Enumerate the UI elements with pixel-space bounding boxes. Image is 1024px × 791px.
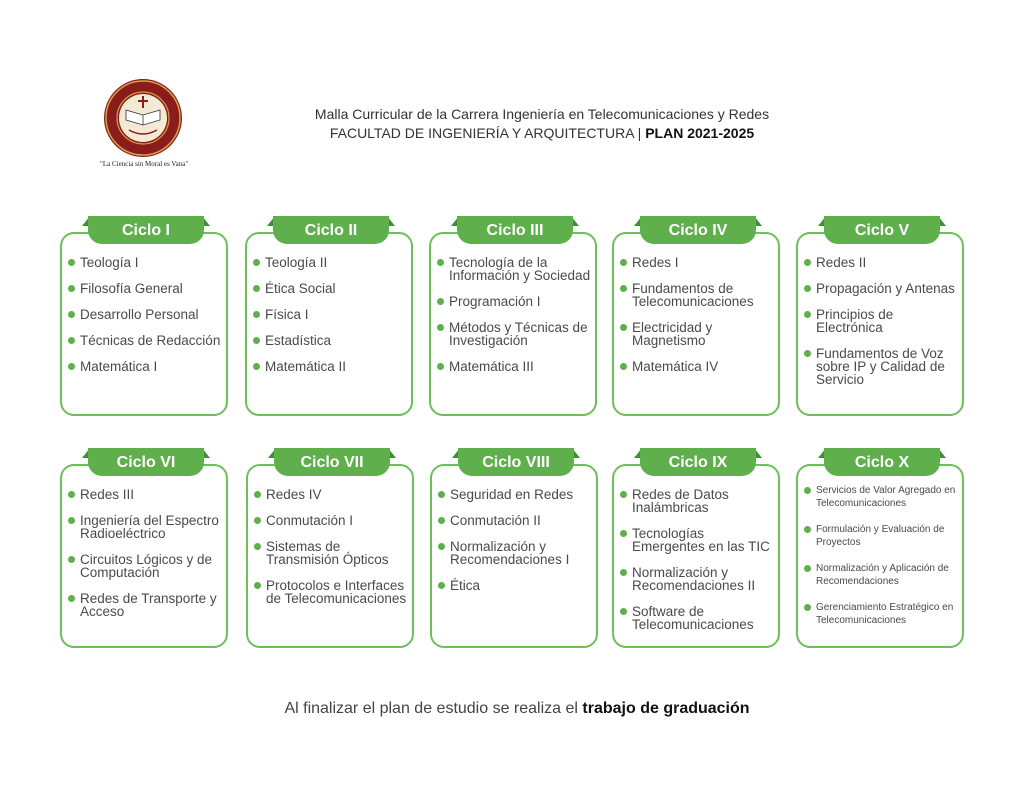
cycle-tab bbox=[820, 448, 944, 478]
subject-item: Normalización y Recomendaciones II bbox=[620, 566, 774, 592]
subject-item: Redes III bbox=[68, 488, 222, 501]
subject-item: Normalización y Aplicación de Recomendaciones bbox=[804, 562, 958, 588]
cycle-box bbox=[796, 222, 964, 416]
subject-item: Métodos y Técnicas de Investigación bbox=[437, 321, 591, 347]
subject-item: Fundamentos de Voz sobre IP y Calidad de Servicio bbox=[804, 347, 958, 386]
cycle-tab bbox=[84, 216, 208, 246]
page-subtitle bbox=[0, 125, 1024, 141]
subject-item: Electricidad y Magnetismo bbox=[620, 321, 774, 347]
subject-item: Teología II bbox=[253, 256, 407, 269]
subject-item: Circuitos Lógicos y de Computación bbox=[68, 553, 222, 579]
subject-list bbox=[254, 488, 408, 618]
subject-item: Estadística bbox=[253, 334, 407, 347]
graduation-work-label: trabajo de graduación bbox=[582, 700, 750, 717]
subject-item: Ética bbox=[438, 579, 592, 592]
cycle-title: Ciclo IV bbox=[640, 216, 756, 244]
cycle-box bbox=[612, 454, 780, 648]
subject-item: Redes II bbox=[804, 256, 958, 269]
subject-item: Conmutación I bbox=[254, 514, 408, 527]
subject-item: Física I bbox=[253, 308, 407, 321]
cycle-box bbox=[245, 222, 413, 416]
subject-item: Matemática IV bbox=[620, 360, 774, 373]
subject-item: Redes de Transporte y Acceso bbox=[68, 592, 222, 618]
cycle-title: Ciclo X bbox=[824, 448, 940, 476]
subject-item: Principios de Electrónica bbox=[804, 308, 958, 334]
cycle-title: Ciclo III bbox=[457, 216, 573, 244]
subject-item: Matemática II bbox=[253, 360, 407, 373]
subject-item: Redes I bbox=[620, 256, 774, 269]
cycle-box bbox=[246, 454, 414, 648]
cycle-box bbox=[796, 454, 964, 648]
subject-item: Matemática III bbox=[437, 360, 591, 373]
subject-list bbox=[68, 256, 222, 386]
cycle-box bbox=[60, 222, 228, 416]
faculty-label: FACULTAD DE INGENIERÍA Y ARQUITECTURA | bbox=[329, 125, 646, 141]
subject-item: Software de Telecomunicaciones bbox=[620, 605, 774, 631]
cycle-tab bbox=[269, 216, 393, 246]
cycle-title: Ciclo VIII bbox=[458, 448, 574, 476]
subject-item: Tecnologías Emergentes en las TIC bbox=[620, 527, 774, 553]
page-title: Malla Curricular de la Carrera Ingeniería en Telecomunicaciones y Redes bbox=[314, 106, 770, 122]
subject-item: Sistemas de Transmisión Ópticos bbox=[254, 540, 408, 566]
cycle-tab bbox=[84, 448, 208, 478]
cycle-tab bbox=[820, 216, 944, 246]
subject-item: Formulación y Evaluación de Proyectos bbox=[804, 523, 958, 549]
subject-item: Desarrollo Personal bbox=[68, 308, 222, 321]
subject-item: Seguridad en Redes bbox=[438, 488, 592, 501]
subject-list bbox=[620, 256, 774, 386]
plan-label: PLAN 2021-2025 bbox=[645, 125, 755, 141]
subject-list bbox=[253, 256, 407, 386]
subject-item: Redes IV bbox=[254, 488, 408, 501]
cycle-title: Ciclo V bbox=[824, 216, 940, 244]
graduation-note bbox=[0, 700, 1024, 718]
subject-item: Ingeniería del Espectro Radioeléctrico bbox=[68, 514, 222, 540]
cycle-tab bbox=[636, 216, 760, 246]
cycle-tab bbox=[453, 216, 577, 246]
cycle-box bbox=[430, 454, 598, 648]
cycle-tab bbox=[454, 448, 578, 478]
graduation-note-prefix: Al finalizar el plan de estudio se realiza el bbox=[284, 700, 583, 717]
cycle-box bbox=[60, 454, 228, 648]
subject-list bbox=[620, 488, 774, 644]
subject-item: Programación I bbox=[437, 295, 591, 308]
subject-item: Fundamentos de Telecomunicaciones bbox=[620, 282, 774, 308]
cycle-title: Ciclo I bbox=[88, 216, 204, 244]
cycle-tab bbox=[636, 448, 760, 478]
cycle-title: Ciclo II bbox=[273, 216, 389, 244]
subject-list bbox=[438, 488, 592, 605]
subject-item: Tecnología de la Información y Sociedad bbox=[437, 256, 591, 282]
subject-item: Conmutación II bbox=[438, 514, 592, 527]
subject-item: Gerenciamiento Estratégico en Telecomunicaciones bbox=[804, 601, 958, 627]
subject-item: Técnicas de Redacción bbox=[68, 334, 222, 347]
subject-item: Servicios de Valor Agregado en Telecomunicaciones bbox=[804, 484, 958, 510]
subject-item: Filosofía General bbox=[68, 282, 222, 295]
subject-item: Ética Social bbox=[253, 282, 407, 295]
university-motto: "La Ciencia sin Moral es Vana" bbox=[100, 160, 189, 168]
cycle-box bbox=[429, 222, 597, 416]
subject-item: Teología I bbox=[68, 256, 222, 269]
cycle-tab bbox=[270, 448, 394, 478]
subject-item: Protocolos e Interfaces de Telecomunicaciones bbox=[254, 579, 408, 605]
subject-item: Propagación y Antenas bbox=[804, 282, 958, 295]
subject-list bbox=[804, 484, 958, 640]
subject-item: Redes de Datos Inalámbricas bbox=[620, 488, 774, 514]
subject-item: Normalización y Recomendaciones I bbox=[438, 540, 592, 566]
subject-list bbox=[437, 256, 591, 386]
cycle-box bbox=[612, 222, 780, 416]
university-logo bbox=[100, 78, 189, 168]
subject-list bbox=[804, 256, 958, 399]
subject-item: Matemática I bbox=[68, 360, 222, 373]
cycle-title: Ciclo VI bbox=[88, 448, 204, 476]
subject-list bbox=[68, 488, 222, 631]
cycle-title: Ciclo IX bbox=[640, 448, 756, 476]
cycle-title: Ciclo VII bbox=[274, 448, 390, 476]
